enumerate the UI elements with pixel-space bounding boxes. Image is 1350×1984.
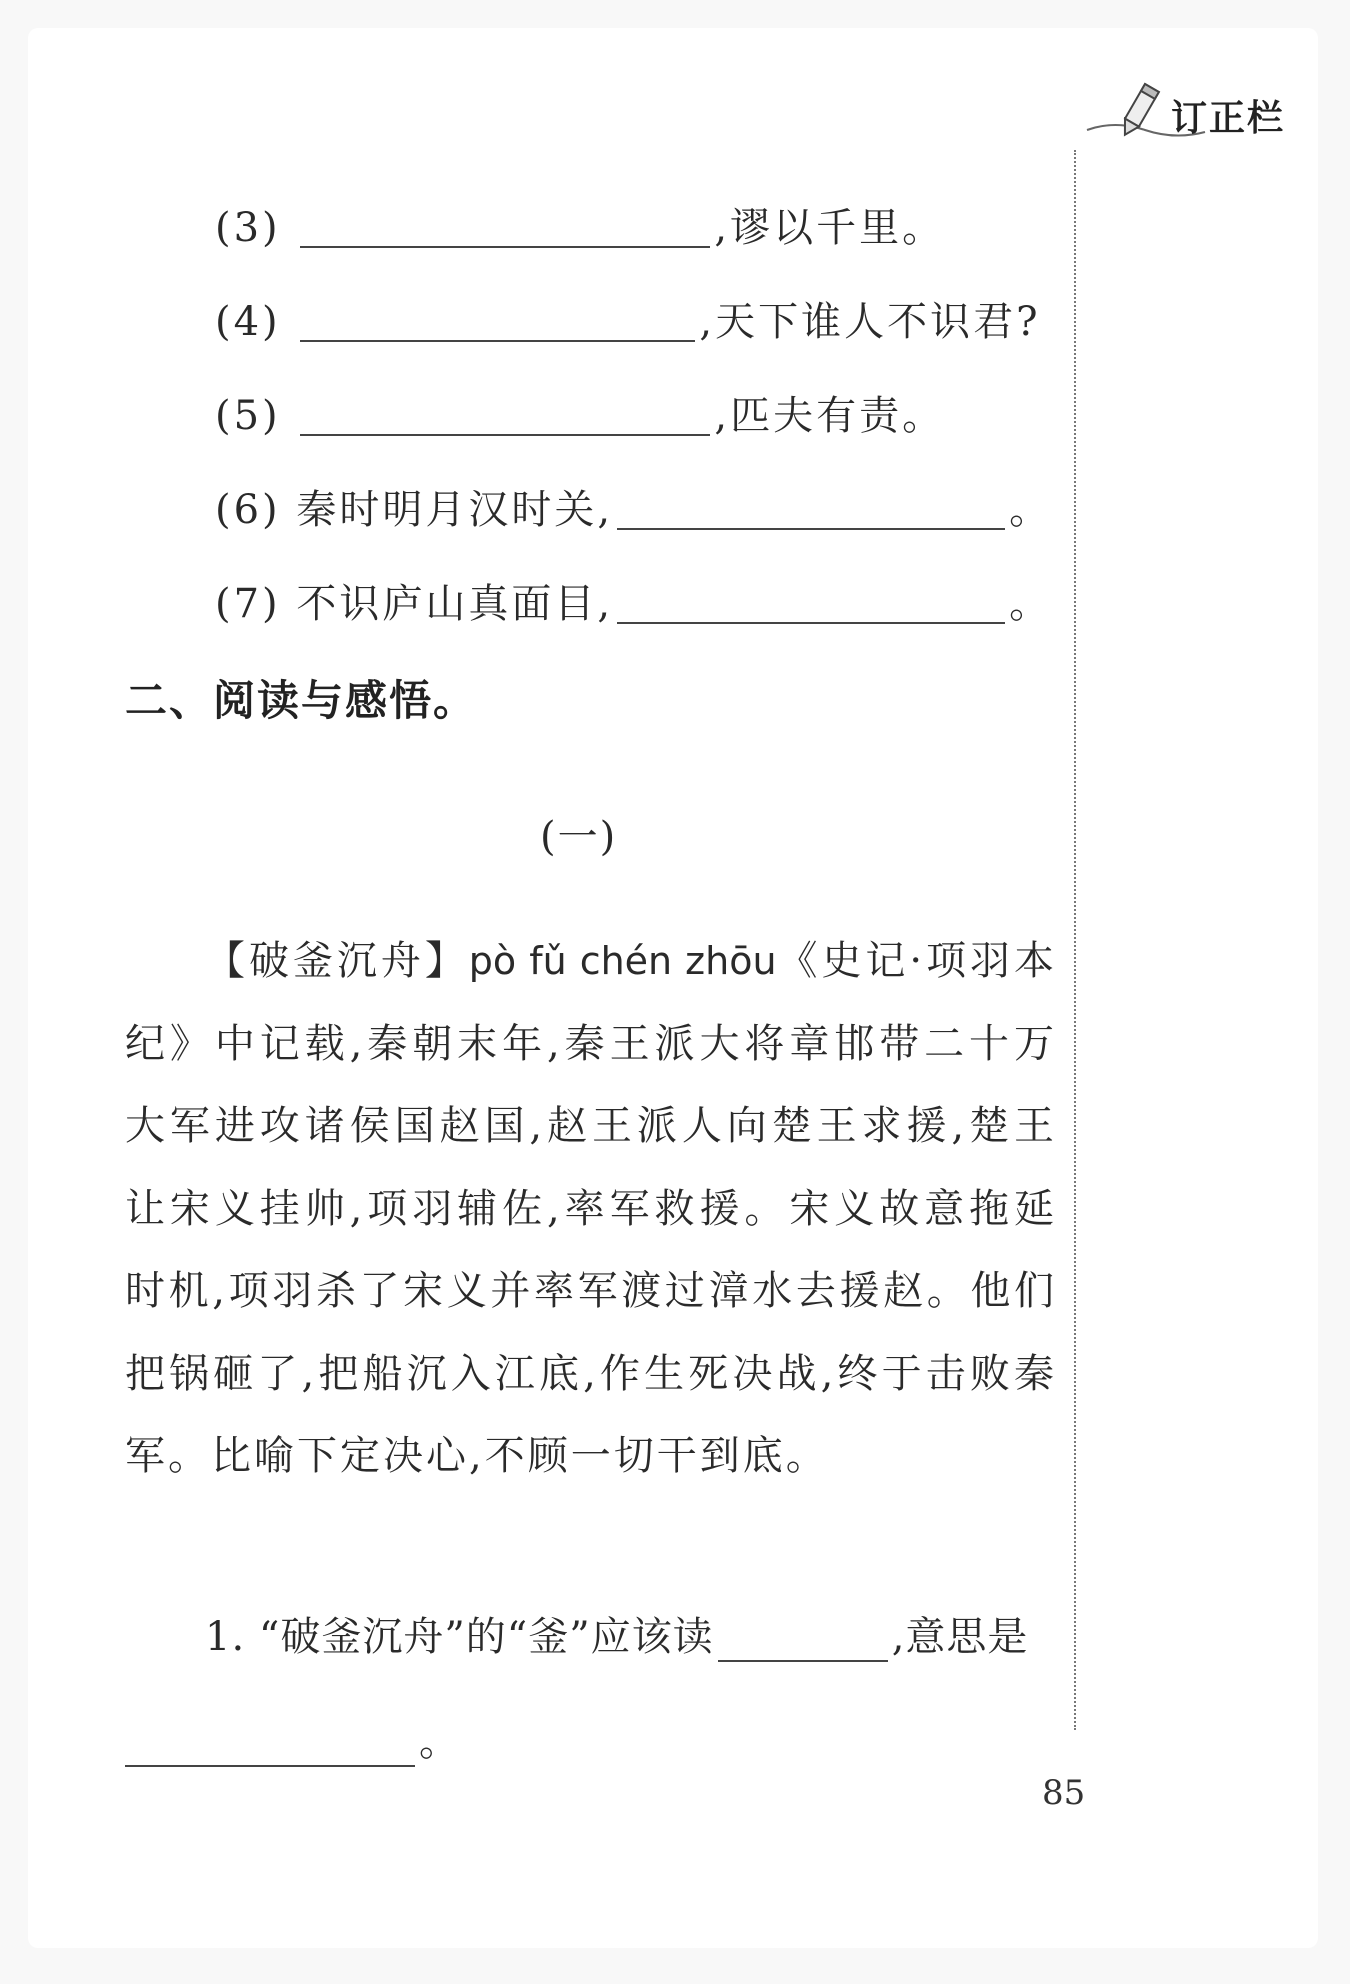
item-number: (6) (215, 487, 281, 533)
passage-number: (一) (540, 814, 618, 860)
item-number: (4) (215, 299, 281, 345)
question-1 (205, 1605, 1028, 1662)
answer-blank[interactable] (617, 492, 1005, 530)
item-number: (3) (215, 205, 281, 251)
question-middle: ,意思是 (891, 1614, 1029, 1660)
question-end: 。 (419, 1719, 459, 1765)
idiom-pinyin: pò fǔ chén zhōu (468, 939, 777, 983)
pronunciation-blank[interactable] (718, 1624, 888, 1662)
passage-text: 《史记·项羽本纪》中记载,秦朝末年,秦王派大将章邯带二十万大军进攻诸侯国赵国,赵王派人向楚王求援,楚王让宋义挂帅,项羽辅佐,率军救援。宋义故意拖延时机,项羽杀了宋义并率军渡过漳水去援赵。他们把锅砸了,把船沉入江底,作生死决战,终于击败秦军。比喻下定决心,不顾一切干到底。 (125, 938, 1058, 1479)
question-prefix: 1. “破釜沉舟”的“釜”应该读 (205, 1614, 714, 1660)
answer-blank[interactable] (617, 586, 1005, 624)
fill-item-3 (215, 205, 946, 251)
reading-passage (125, 920, 1057, 1498)
item-text-after: 。 (1009, 581, 1053, 627)
question-1-continued (125, 1710, 459, 1767)
item-text-after: 。 (1009, 487, 1053, 533)
section-title: 二、阅读与感悟。 (125, 676, 478, 725)
item-text-before: 不识庐山真面目, (296, 581, 614, 627)
correction-column-title: 订正栏 (1171, 98, 1286, 139)
correction-divider (1074, 150, 1076, 1730)
item-text-after: ,谬以千里。 (714, 205, 946, 251)
answer-blank[interactable] (300, 304, 695, 342)
item-text-after: ,天下谁人不识君? (699, 299, 1041, 345)
fill-item-7 (215, 581, 1053, 627)
correction-column-header (1085, 80, 1305, 150)
item-number: (7) (215, 581, 281, 627)
item-number: (5) (215, 393, 281, 439)
page-number: 85 (1042, 1773, 1086, 1813)
meaning-blank[interactable] (125, 1729, 415, 1767)
idiom-title: 【破釜沉舟】 (205, 938, 469, 984)
fill-item-6 (215, 487, 1053, 533)
item-text-after: ,匹夫有责。 (714, 393, 946, 439)
answer-blank[interactable] (300, 210, 710, 248)
item-text-before: 秦时明月汉时关, (296, 487, 614, 533)
fill-item-5 (215, 393, 946, 439)
fill-item-4 (215, 299, 1041, 345)
answer-blank[interactable] (300, 398, 710, 436)
